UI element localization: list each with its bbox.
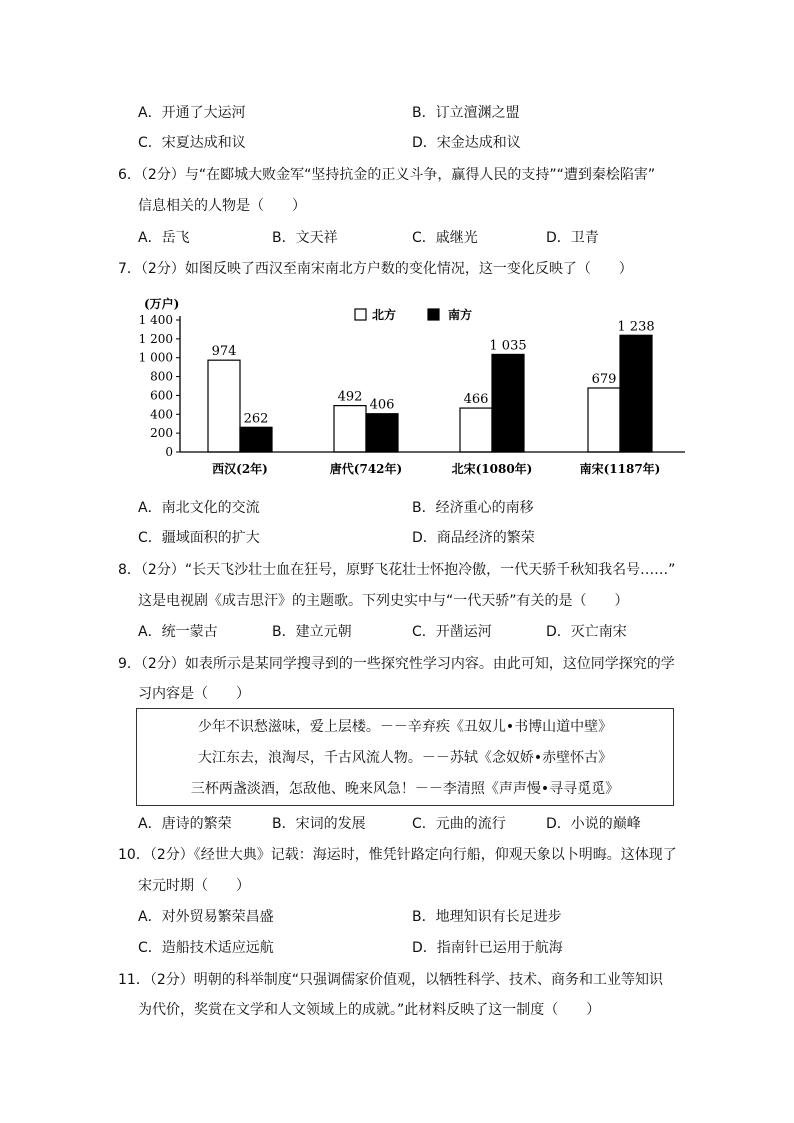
q11-stem-line2: 为代价，奖赏在文学和人文领域上的成就。”此材料反映了这一制度（ ） — [138, 1002, 601, 1018]
q9-option-a: A．唐诗的繁荣 — [138, 816, 232, 832]
x-category-label: 唐代(742年) — [329, 462, 403, 476]
q7-option-c: C．疆域面积的扩大 — [138, 530, 260, 546]
q6-stem-line1: 6．（2分）与“在郾城大败金军“坚持抗金的正义斗争，赢得人民的支持”“遭到秦桧陷害” — [118, 167, 656, 183]
bar-north — [460, 408, 492, 452]
chart-y-axis-label: (万户) — [144, 297, 180, 311]
legend-label-north: 北方 — [372, 308, 397, 322]
q10-stem-line1: 10．（2分）《经世大典》记载：海运时，惟凭针路定向行船，仰观天象以卜明晦。这体现了 — [118, 847, 677, 863]
x-category-label: 南宋(1187年) — [579, 462, 661, 476]
y-tick-label: 1 200 — [138, 331, 173, 346]
bar-value-label: 262 — [243, 411, 269, 427]
q8-stem-line1: 8．（2分）“长天飞沙壮士血在狂号，原野飞花壮士怀抱冷傲，一代天骄千秋知我名号……” — [118, 562, 676, 578]
q7-stem: 7．（2分）如图反映了西汉至南宋南北方户数的变化情况，这一变化反映了（ ） — [118, 261, 633, 277]
bar-value-label: 679 — [591, 371, 617, 387]
q8-option-a: A．统一蒙古 — [138, 624, 218, 640]
bar-north — [334, 406, 366, 452]
q9-option-c: C．元曲的流行 — [412, 816, 506, 832]
q5-option-a: A．开通了大运河 — [138, 105, 246, 121]
q6-option-c: C．戚继光 — [412, 230, 478, 246]
q9-stem-line1: 9．（2分）如表所示是某同学搜寻到的一些探究性学习内容。由此可知，这位同学探究的学 — [118, 656, 675, 672]
chart-x-axis — [180, 452, 685, 476]
y-tick-label: 800 — [150, 369, 173, 384]
bar-south — [620, 335, 652, 452]
q10-option-c: C．造船技术适应远航 — [138, 940, 274, 956]
q6-stem-line2: 信息相关的人物是（ ） — [138, 198, 306, 214]
q7-option-a: A．南北文化的交流 — [138, 500, 260, 516]
household-bar-chart — [130, 290, 690, 490]
bar-value-label: 492 — [337, 389, 363, 405]
x-category-label: 西汉(2年) — [212, 462, 268, 476]
chart-legend — [355, 307, 472, 322]
q8-option-d: D．灭亡南宋 — [546, 624, 627, 640]
q11-stem-line1: 11．（2分）明朝的科举制度“只强调儒家价值观，以牺牲科学、技术、商务和工业等知识 — [118, 972, 663, 988]
q5-option-c: C．宋夏达成和议 — [138, 135, 246, 151]
bar-south — [366, 414, 398, 452]
q9-quote-table — [136, 708, 674, 806]
q7-option-d: D．商品经济的繁荣 — [412, 530, 535, 546]
y-tick-label: 0 — [165, 445, 173, 459]
y-tick-label: 200 — [150, 426, 173, 441]
q10-option-b: B．地理知识有长足进步 — [412, 909, 562, 925]
q6-option-d: D．卫青 — [546, 230, 599, 246]
y-tick-label: 600 — [150, 388, 173, 403]
bar-south — [240, 427, 272, 452]
chart-bars — [208, 319, 655, 452]
y-tick-label: 400 — [150, 407, 173, 422]
bar-north — [588, 388, 620, 452]
legend-swatch-north — [355, 309, 366, 320]
q9-quote-1: 少年不识愁滋味，爱上层楼。－－辛弃疾《丑奴儿•书博山道中壁》 — [197, 719, 613, 735]
q10-stem-line2: 宋元时期（ ） — [138, 878, 250, 894]
bar-value-label: 974 — [211, 344, 237, 360]
bar-value-label: 1 238 — [617, 319, 655, 335]
q9-option-d: D．小说的巅峰 — [546, 816, 641, 832]
q9-quote-2: 大江东去，浪淘尽，千古风流人物。－－苏轼《念奴娇•赤壁怀古》 — [197, 750, 613, 766]
y-tick-label: 1 400 — [138, 313, 173, 327]
q5-option-d: D．宋金达成和议 — [412, 135, 521, 151]
legend-swatch-south — [428, 309, 439, 320]
q6-option-b: B．文天祥 — [272, 230, 338, 246]
q9-quote-3: 三杯两盏淡酒，怎敌他、晚来风急！－－李清照《声声慢•寻寻觅觅》 — [190, 781, 620, 797]
q10-option-a: A．对外贸易繁荣昌盛 — [138, 909, 274, 925]
q9-stem-line2: 习内容是（ ） — [138, 686, 250, 702]
q10-option-d: D．指南针已运用于航海 — [412, 940, 563, 956]
chart-y-axis — [139, 313, 180, 459]
q8-option-b: B．建立元朝 — [272, 624, 352, 640]
q5-option-b: B．订立澶渊之盟 — [412, 105, 520, 121]
y-tick-label: 1 000 — [138, 350, 173, 365]
q6-option-a: A．岳飞 — [138, 230, 190, 246]
bar-value-label: 466 — [463, 392, 489, 408]
q7-option-b: B．经济重心的南移 — [412, 500, 534, 516]
bar-north — [208, 360, 240, 452]
q9-option-b: B．宋词的发展 — [272, 816, 366, 832]
bar-south — [492, 354, 524, 452]
legend-label-south: 南方 — [448, 308, 473, 322]
bar-value-label: 1 035 — [489, 338, 527, 354]
q8-option-c: C．开凿运河 — [412, 624, 492, 640]
q8-stem-line2: 这是电视剧《成吉思汗》的主题歌。下列史实中与“一代天骄”有关的是（ ） — [138, 593, 629, 609]
bar-value-label: 406 — [369, 397, 395, 413]
x-category-label: 北宋(1080年) — [451, 462, 533, 476]
